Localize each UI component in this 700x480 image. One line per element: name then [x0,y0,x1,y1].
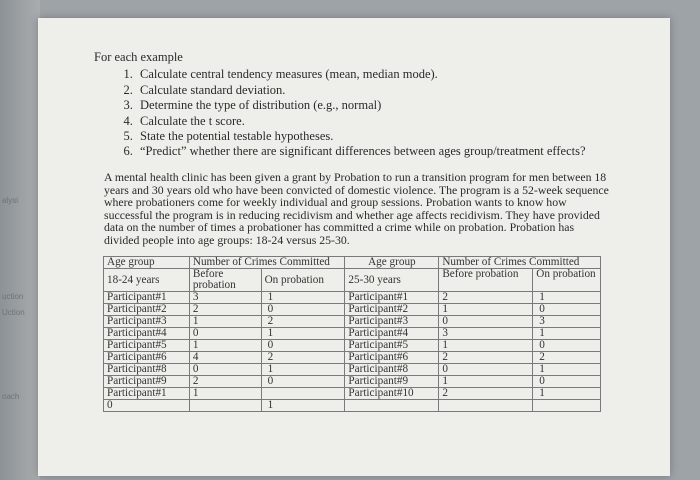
table-row [104,352,601,364]
table-cell: Participant#5 [104,340,190,352]
table-cell: 1 [261,400,345,412]
table-cell: Participant#1 [104,292,190,304]
table-cell: Participant#8 [104,364,190,376]
table-cell: Participant#4 [345,328,439,340]
instruction-item: 5. State the potential testable hypotheses. [136,129,624,144]
table-cell: 0 [439,316,533,328]
table-cell: 0 [533,340,601,352]
table-cell [533,400,601,412]
table-cell: 2 [439,388,533,400]
header-on-a: On probation [261,269,345,292]
margin-text: uction [2,292,24,301]
table-cell: 0 [189,364,261,376]
table-cell: 3 [439,328,533,340]
table-cell: 1 [189,340,261,352]
instructions-heading: For each example [94,50,183,64]
instruction-item: 1. Calculate central tendency measures (mean, median mode). [136,67,624,82]
margin-text: alysi [2,196,19,205]
margin-text: oach [2,392,20,401]
header-before-b: Before probation [439,269,533,292]
table-cell: Participant#5 [345,340,439,352]
table-cell [345,400,439,412]
table-cell: 3 [189,292,261,304]
instruction-item: 3. Determine the type of distribution (e.g., normal) [136,98,624,113]
table-row [104,304,601,316]
table-cell: 1 [261,292,345,304]
table-cell: 0 [261,304,345,316]
table-row [104,340,601,352]
header-age-group-a: Age group [104,257,190,269]
table-row [104,376,601,388]
left-margin-strip [0,0,40,480]
table-cell: 2 [261,316,345,328]
table-cell: 2 [261,352,345,364]
header-group-25-30: 25-30 years [345,269,439,292]
table-cell: 0 [104,400,190,412]
table-row [104,364,601,376]
instruction-item: 2. Calculate standard deviation. [136,83,624,98]
table-cell: 2 [439,292,533,304]
header-on-b: On probation [533,269,601,292]
table-cell: Participant#8 [345,364,439,376]
table-subheader-row [104,269,601,292]
table-cell [189,400,261,412]
instructions-list [94,67,624,159]
table-cell: Participant#4 [104,328,190,340]
table-cell [439,400,533,412]
table-row [104,400,601,412]
header-crimes-a: Number of Crimes Committed [189,257,345,269]
table-cell: 2 [533,352,601,364]
table-row [104,328,601,340]
instruction-item: 6. “Predict” whether there are significant differences between ages group/treatment effects? [136,144,624,159]
table-cell: Participant#9 [345,376,439,388]
header-crimes-b: Number of Crimes Committed [439,257,601,269]
table-cell: 0 [533,304,601,316]
margin-text: Uction [2,308,25,317]
header-group-18-24: 18-24 years [104,269,190,292]
table-cell: Participant#1 [345,292,439,304]
table-cell: Participant#6 [104,352,190,364]
table-body [104,292,601,412]
table-cell [261,388,345,400]
table-cell: 0 [261,376,345,388]
instructions-block [94,50,624,160]
table-cell: 1 [439,304,533,316]
table-cell: 3 [533,316,601,328]
table-cell: 0 [189,328,261,340]
table-cell: Participant#10 [345,388,439,400]
header-before-a: Before probation [189,269,261,292]
table-cell: 2 [189,304,261,316]
table-row [104,292,601,304]
table-cell: 1 [261,328,345,340]
table-cell: 1 [189,316,261,328]
table-cell: 1 [261,364,345,376]
header-age-group-b: Age group [345,257,439,269]
table-cell: Participant#3 [104,316,190,328]
table-cell: Participant#6 [345,352,439,364]
table-row [104,388,601,400]
table-cell: 2 [189,376,261,388]
table-row [104,316,601,328]
table-cell: Participant#3 [345,316,439,328]
table-cell: 2 [439,352,533,364]
table-cell: 1 [533,292,601,304]
table-cell: 4 [189,352,261,364]
table-cell: 0 [439,364,533,376]
table-cell: Participant#2 [345,304,439,316]
table-cell: Participant#2 [104,304,190,316]
table-cell: 0 [261,340,345,352]
instruction-item: 4. Calculate the t score. [136,114,624,129]
table-cell: Participant#9 [104,376,190,388]
table-header-row [104,257,601,269]
table-cell: 1 [439,340,533,352]
table-cell: 1 [439,376,533,388]
table-cell: 1 [533,388,601,400]
table-cell: 1 [533,328,601,340]
table-cell: 1 [533,364,601,376]
problem-paragraph: A mental health clinic has been given a grant by Probation to run a transition program for men between 18 years and 30 years old who have been convicted of domestic violence. The program is a 52-week sequence where probationers come for weekly individual and group sessions. Probation wants to know how successful the program is in reducing recidivism and whether age affects recidivism. They have provided data on the number of times a probationer has committed a crime while on probation. Probation has divided people into age groups: 18-24 versus 25-30. [104,170,609,247]
table-cell: 1 [189,388,261,400]
table-cell: Participant#1 [104,388,190,400]
table-cell: 0 [533,376,601,388]
crimes-table [103,256,601,412]
